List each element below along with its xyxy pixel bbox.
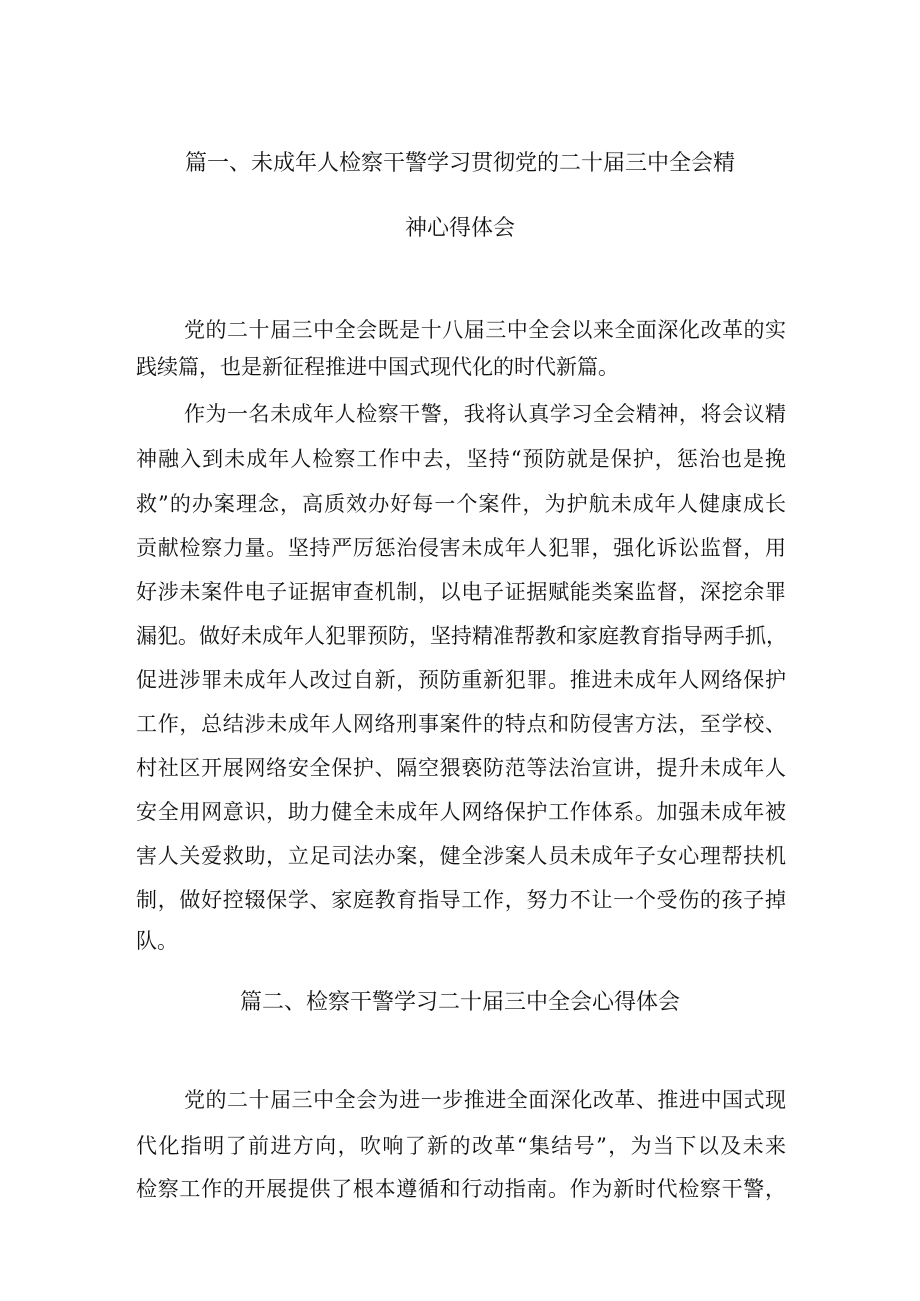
- section1-title-line1: 篇一、未成年人检察干警学习贯彻党的二十届三中全会精: [184, 151, 735, 176]
- paragraph-line: 安全用网意识，助力健全未成年人网络保护工作体系。加强未成年被: [136, 800, 786, 824]
- paragraph-line: 作为一名未成年人检察干警，我将认真学习全会精神，将会议精: [184, 402, 786, 426]
- paragraph-line: 党的二十届三中全会为进一步推进全面深化改革、推进中国式现: [184, 1088, 786, 1112]
- paragraph-line: 制，做好控辍保学、家庭教育指导工作，努力不让一个受伤的孩子掉: [136, 888, 786, 912]
- paragraph-line: 村社区开展网络安全保护、隔空猥亵防范等法治宣讲，提升未成年人: [136, 756, 786, 780]
- paragraph-line: 检察工作的开展提供了根本遵循和行动指南。作为新时代检察干警，: [136, 1177, 786, 1201]
- paragraph-line: 党的二十届三中全会既是十八届三中全会以来全面深化改革的实: [184, 318, 786, 342]
- section1-title-line2: 神心得体会: [404, 216, 515, 241]
- paragraph-line: 神融入到未成年人检察工作中去，坚持“预防就是保护，惩治也是挽: [136, 447, 786, 471]
- paragraph-line: 践续篇，也是新征程推进中国式现代化的时代新篇。: [136, 355, 619, 379]
- paragraph-line: 代化指明了前进方向，吹响了新的改革“集结号”，为当下以及未来: [136, 1134, 786, 1158]
- paragraph-line: 漏犯。做好未成年人犯罪预防，坚持精准帮教和家庭教育指导两手抓，: [136, 624, 787, 648]
- paragraph-line: 贡献检察力量。坚持严厉惩治侵害未成年人犯罪，强化诉讼监督，用: [136, 536, 786, 560]
- paragraph-line: 队。: [136, 929, 178, 953]
- section2-title: 篇二、检察干警学习二十届三中全会心得体会: [239, 990, 680, 1015]
- paragraph-line: 促进涉罪未成年人改过自新，预防重新犯罪。推进未成年人网络保护: [136, 668, 786, 692]
- paragraph-line: 工作，总结涉未成年人网络刑事案件的特点和防侵害方法，至学校、: [136, 712, 786, 736]
- paragraph-line: 好涉未案件电子证据审查机制，以电子证据赋能类案监督，深挖余罪: [136, 580, 786, 604]
- paragraph-line: 害人关爱救助，立足司法办案，健全涉案人员未成年子女心理帮扶机: [136, 844, 786, 868]
- paragraph-line: 救”的办案理念，高质效办好每一个案件，为护航未成年人健康成长: [136, 492, 786, 516]
